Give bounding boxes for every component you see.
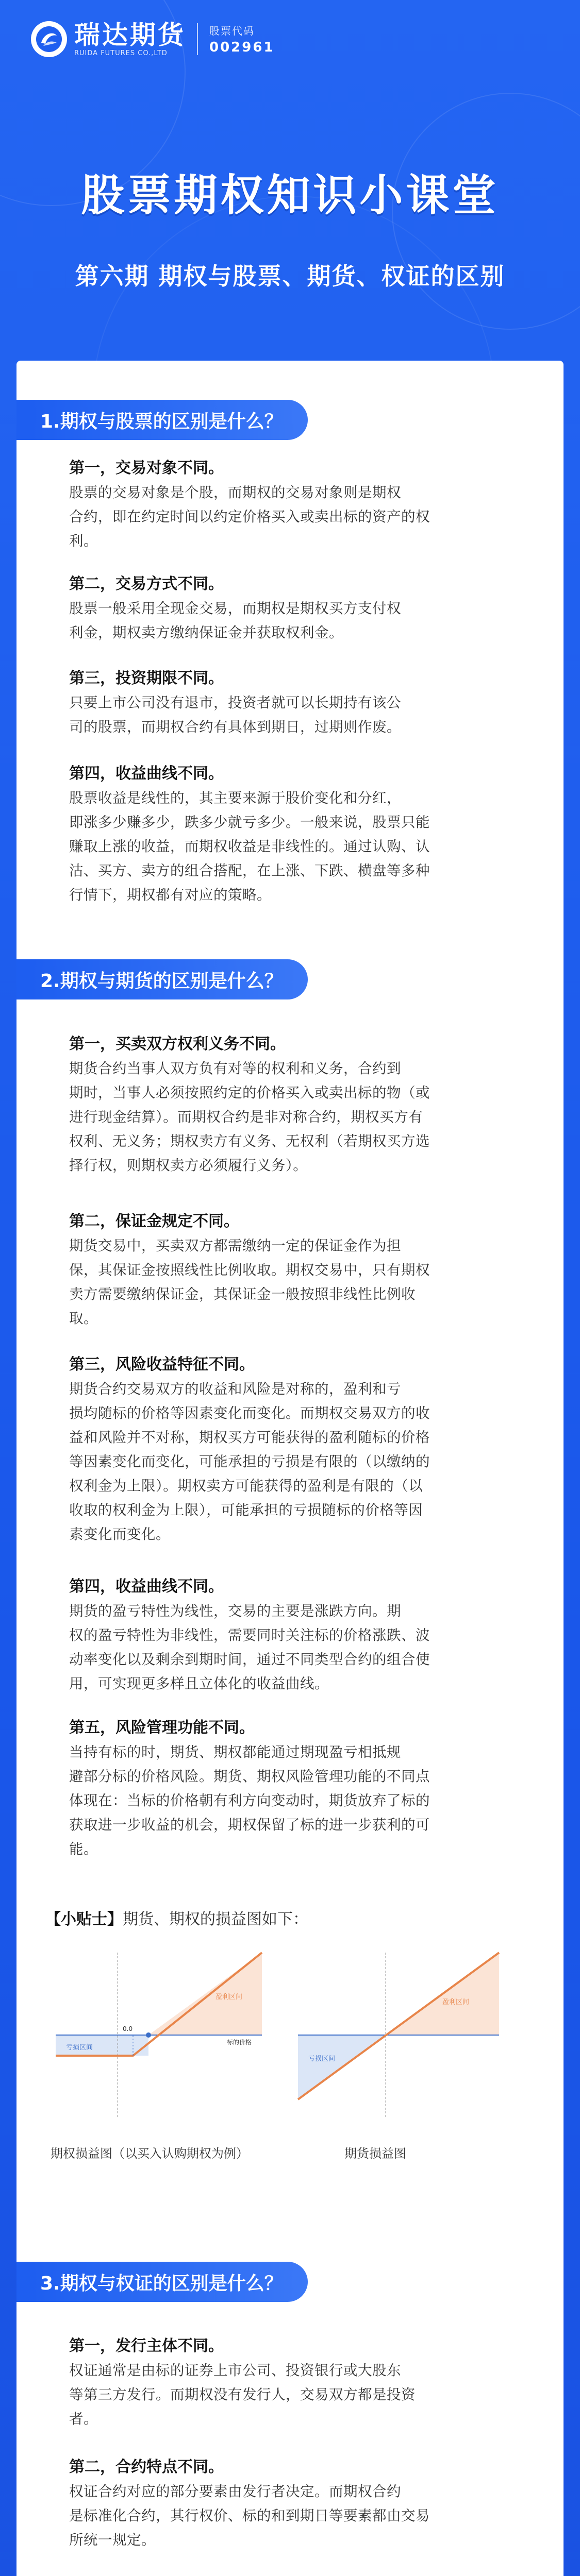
list-item: 第一，买卖双方权利义务不同。 期货合约当事人双方负有对等的权利和义务，合约到 期时，当事人必须按照约定的价格买入或卖出标的物（或 进行现金结算）。而期权合约是非对称合约，期权买方有 权利、无义务；期权卖方有义务、无权利（若期权买方选 择行权，则期权卖方必须履行义务）。 [69,1032,523,1178]
stock-code-label: 股票代码 [209,25,255,37]
item-body: 当持有标的时，期货、期权都能通过期现盈亏相抵规 避部分标的价格风险。期货、期权风险管理功能的不同点 体现在：当标的价格朝有利方向变动时，期货放弃了标的 获取进一步收益的机会，期权保留了标的进一步获利的可 能。 [69,1744,430,1857]
list-item: 第一，交易对象不同。 股票的交易对象是个股，而期权的交易对象则是期权 合约，即在约定时间以约定价格买入或卖出标的资产的权 利。 [69,456,523,553]
loss-zone-label: 亏损区间 [66,2044,93,2052]
brand-name-en: RUIDA FUTURES CO.,LTD [74,49,168,57]
page-subtitle: 第六期 期权与股票、期货、权证的区别 [75,262,505,290]
item-body: 期货交易中，买卖双方都需缴纳一定的保证金作为担 保，其保证金按照线性比例收取。期权交易中，只有期权 卖方需要缴纳保证金，其保证金一般按照非线性比例收 取。 [69,1238,430,1327]
option-payoff-chart [45,1942,272,2133]
tips-title: 【小贴士】期货、期权的损益图如下： [45,1910,308,1928]
list-item: 第三，风险收益特征不同。 期货合约交易双方的收益和风险是对称的，盈利和亏 损均随标的价格等因素变化而变化。而期权交易双方的收 益和风险并不对称，期权买方可能获得的盈利随标的价格 等因素变化而变化，可能承担的亏损是有限的（以缴纳的 权利金为上限）。期权卖方可能获得的盈利是有限的（以 收取的权利金为上限），可能承担的亏损随标的价格等因 素变化而变化。 [69,1352,523,1547]
stock-code: 002961 [209,40,275,55]
brand-logo [31,21,275,57]
item-body: 股票一般采用全现金交易，而期权是期权买方支付权 利金，期权卖方缴纳保证金并获取权利金。 [69,600,401,641]
futures-chart-caption: 期货损益图 [344,2146,406,2161]
section-heading [16,959,308,999]
section-heading [16,400,308,440]
item-body: 权证通常是由标的证券上市公司、投资银行或大股东 等第三方发行。而期权没有发行人，交易双方都是投资 者。 [69,2362,416,2427]
x-axis-label: 标的价格 [227,2039,252,2046]
tips-box [45,1906,511,2215]
section-heading-label: 2.期权与期货的区别是什么？ [29,959,308,999]
section-heading-label: 3.期权与权证的区别是什么？ [29,2262,308,2302]
section-heading [16,2262,308,2302]
list-item: 第四，收益曲线不同。 股票收益是线性的，其主要来源于股价变化和分红， 即涨多少赚多少，跌多少就亏多少。一般来说，股票只能 赚取上涨的收益，而期权收益是非线性的。通过认购、认 沽、买方、卖方的组合搭配，在上涨、下跌、横盘等多种 行情下，期权都有对应的策略。 [69,761,523,907]
list-item: 第二，交易方式不同。 股票一般采用全现金交易，而期权是期权买方支付权 利金，期权卖方缴纳保证金并获取权利金。 [69,572,523,645]
item-body: 只要上市公司没有退市，投资者就可以长期持有该公 司的股票，而期权合约有具体到期日，过期则作废。 [69,694,401,735]
page-title: 股票期权知识小课堂 [81,170,499,221]
list-item: 第一，发行主体不同。 权证通常是由标的证券上市公司、投资银行或大股东 等第三方发行。而期权没有发行人，交易双方都是投资 者。 [69,2334,523,2431]
item-body: 权证合约对应的部分要素由发行者决定。而期权合约 是标准化合约，其行权价、标的和到期日等要素都由交易 所统一规定。 [69,2483,430,2548]
item-body: 股票收益是线性的，其主要来源于股价变化和分红， 即涨多少赚多少，跌多少就亏多少。一般来说，股票只能 赚取上涨的收益，而期权收益是非线性的。通过认购、认 沽、买方、卖方的组合搭配，在上涨、下跌、横盘等多种 行情下，期权都有对应的策略。 [69,790,430,903]
list-item: 第二，保证金规定不同。 期货交易中，买卖双方都需缴纳一定的保证金作为担 保，其保证金按照线性比例收取。期权交易中，只有期权 卖方需要缴纳保证金，其保证金一般按照非线性比例收 取。 [69,1209,523,1331]
list-item: 第二，合约特点不同。 权证合约对应的部分要素由发行者决定。而期权合约 是标准化合约，其行权价、标的和到期日等要素都由交易 所统一规定。 [69,2455,523,2552]
profit-zone-label: 盈利区间 [442,1998,470,2006]
item-body: 股票的交易对象是个股，而期权的交易对象则是期权 合约，即在约定时间以约定价格买入或卖出标的资产的权 利。 [69,484,430,549]
header-banner [0,0,580,361]
breakeven-point [146,2032,151,2038]
option-chart-caption: 期权损益图（以买入认购期权为例） [51,2146,248,2161]
profit-zone-label: 盈利区间 [216,1993,243,2001]
list-item: 第四，收益曲线不同。 期货的盈亏特性为线性，交易的主要是涨跌方向。期 权的盈亏特性为非线性，需要同时关注标的价格涨跌、波 动率变化以及剩余到期时间，通过不同类型合约的组合使 用，可实现更多样且立体化的收益曲线。 [69,1574,523,1696]
item-body: 期货合约交易双方的收益和风险是对称的，盈利和亏 损均随标的价格等因素变化而变化。而期权交易双方的收 益和风险并不对称，期权买方可能获得的盈利随标的价格 等因素变化而变化，可能承担的亏损是有限的（以缴纳的 权利金为上限）。期权卖方可能获得的盈利是有限的（以 收取的权利金为上限），可能承担的亏损随标的价格等因 素变化而变化。 [69,1381,430,1543]
item-body: 期货的盈亏特性为线性，交易的主要是涨跌方向。期 权的盈亏特性为非线性，需要同时关注标的价格涨跌、波 动率变化以及剩余到期时间，通过不同类型合约的组合使 用，可实现更多样且立体化的收益曲线。 [69,1603,430,1692]
breakeven-label: 0.0 [123,2025,133,2032]
ruida-logo-icon [31,21,67,57]
loss-zone-label: 亏损区间 [308,2055,336,2063]
brand-name: 瑞达期货 [74,20,186,50]
list-item: 第五，风险管理功能不同。 当持有标的时，期货、期权都能通过期现盈亏相抵规 避部分标的价格风险。期货、期权风险管理功能的不同点 体现在：当标的价格朝有利方向变动时，期货放弃了标的 获取进一步收益的机会，期权保留了标的进一步获利的可 能。 [69,1716,523,1861]
section-heading-label: 1.期权与股票的区别是什么？ [29,400,308,440]
logo-divider [197,23,198,55]
item-body: 期货合约当事人双方负有对等的权利和义务，合约到 期时，当事人必须按照约定的价格买入或卖出标的物（或 进行现金结算）。而期权合约是非对称合约，期权买方有 权利、无义务；期权卖方有义务、无权利（若期权买方选 择行权，则期权卖方必须履行义务）。 [69,1060,430,1174]
futures-payoff-chart [288,1942,509,2133]
list-item: 第三，投资期限不同。 只要上市公司没有退市，投资者就可以长期持有该公 司的股票，而期权合约有具体到期日，过期则作废。 [69,666,523,739]
